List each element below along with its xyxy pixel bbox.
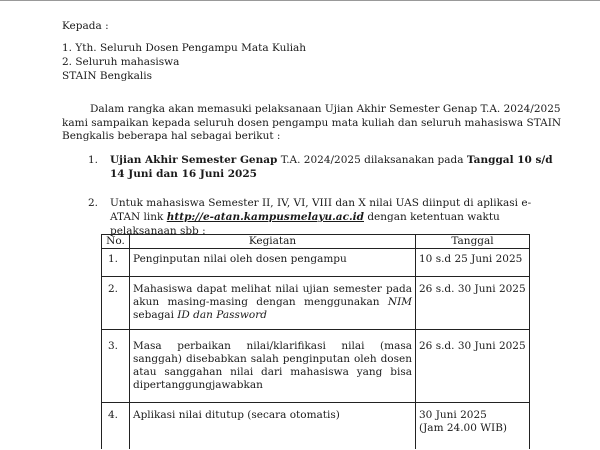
table-row <box>102 277 530 330</box>
row-kegiatan <box>130 277 416 330</box>
tanggal-time: (Jam 24.00 WIB) <box>419 422 508 434</box>
item-number: 2. <box>88 197 99 209</box>
kegiatan-text: Mahasiswa dapat melihat nilai ujian semester pada akun masing-masing dengan menggunakan <box>133 283 412 308</box>
row-no: 3. <box>102 330 130 403</box>
kegiatan-nim: NIM <box>387 296 412 308</box>
recipient-institution: STAIN Bengkalis <box>62 70 153 82</box>
kepada-label: Kepada : <box>62 20 109 32</box>
schedule-table <box>101 234 530 449</box>
row-tanggal <box>416 403 530 450</box>
item-text <box>110 153 558 181</box>
row-tanggal: 26 s.d. 30 Juni 2025 <box>416 277 530 330</box>
item-text <box>110 196 558 238</box>
row-no: 1. <box>102 249 130 277</box>
eatan-link[interactable]: http://e-atan.kampusmelayu.ac.id <box>166 211 364 223</box>
table-row <box>102 330 530 403</box>
item-text-pre: Untuk mahasiswa Semester II, IV, VI, VIII dan X nilai UAS diinput di aplikasi e-ATAN link <box>110 197 532 223</box>
row-tanggal: 26 s.d. 30 Juni 2025 <box>416 330 530 403</box>
recipient-1: 1. Yth. Seluruh Dosen Pengampu Mata Kuliah <box>62 42 307 54</box>
kegiatan-credentials: ID dan Password <box>177 309 267 321</box>
row-no: 2. <box>102 277 130 330</box>
item-number: 1. <box>88 154 99 166</box>
row-kegiatan: Masa perbaikan nilai/klarifikasi nilai (masa sanggah) disebabkan salah penginputan oleh dosen atau sanggahan nilai dari mahasiswa yang bisa dipertanggungjawabkan <box>130 330 416 403</box>
tanggal-date: 30 Juni 2025 <box>419 409 487 421</box>
row-kegiatan: Penginputan nilai oleh dosen pengampu <box>130 249 416 277</box>
col-header-tanggal: Tanggal <box>416 235 530 249</box>
table-header-row <box>102 235 530 249</box>
recipient-2: 2. Seluruh mahasiswa <box>62 56 180 68</box>
row-no: 4. <box>102 403 130 450</box>
table-row <box>102 249 530 277</box>
row-kegiatan: Aplikasi nilai ditutup (secara otomatis) <box>130 403 416 450</box>
intro-paragraph <box>62 103 562 144</box>
kegiatan-text-mid: sebagai <box>133 309 178 321</box>
top-border <box>0 0 600 1</box>
intro-text: Dalam rangka akan memasuki pelaksanaan Ujian Akhir Semester Genap T.A. 2024/2025 kami sampaikan kepada seluruh dosen pengampu mata kuliah dan seluruh mahasiswa STAIN Bengkalis beberapa hal sebagai berikut : <box>62 103 562 142</box>
item-text-mid: T.A. 2024/2025 dilaksanakan pada <box>277 154 467 166</box>
col-header-no: No. <box>102 235 130 249</box>
col-header-kegiatan: Kegiatan <box>130 235 416 249</box>
table-row <box>102 403 530 450</box>
exam-name: Ujian Akhir Semester Genap <box>110 154 278 166</box>
row-tanggal: 10 s.d 25 Juni 2025 <box>416 249 530 277</box>
item-text-post: dengan ketentuan waktu pelaksanaan sbb : <box>110 211 500 237</box>
exam-dates: Tanggal 10 s/d 14 Juni dan 16 Juni 2025 <box>110 154 553 180</box>
